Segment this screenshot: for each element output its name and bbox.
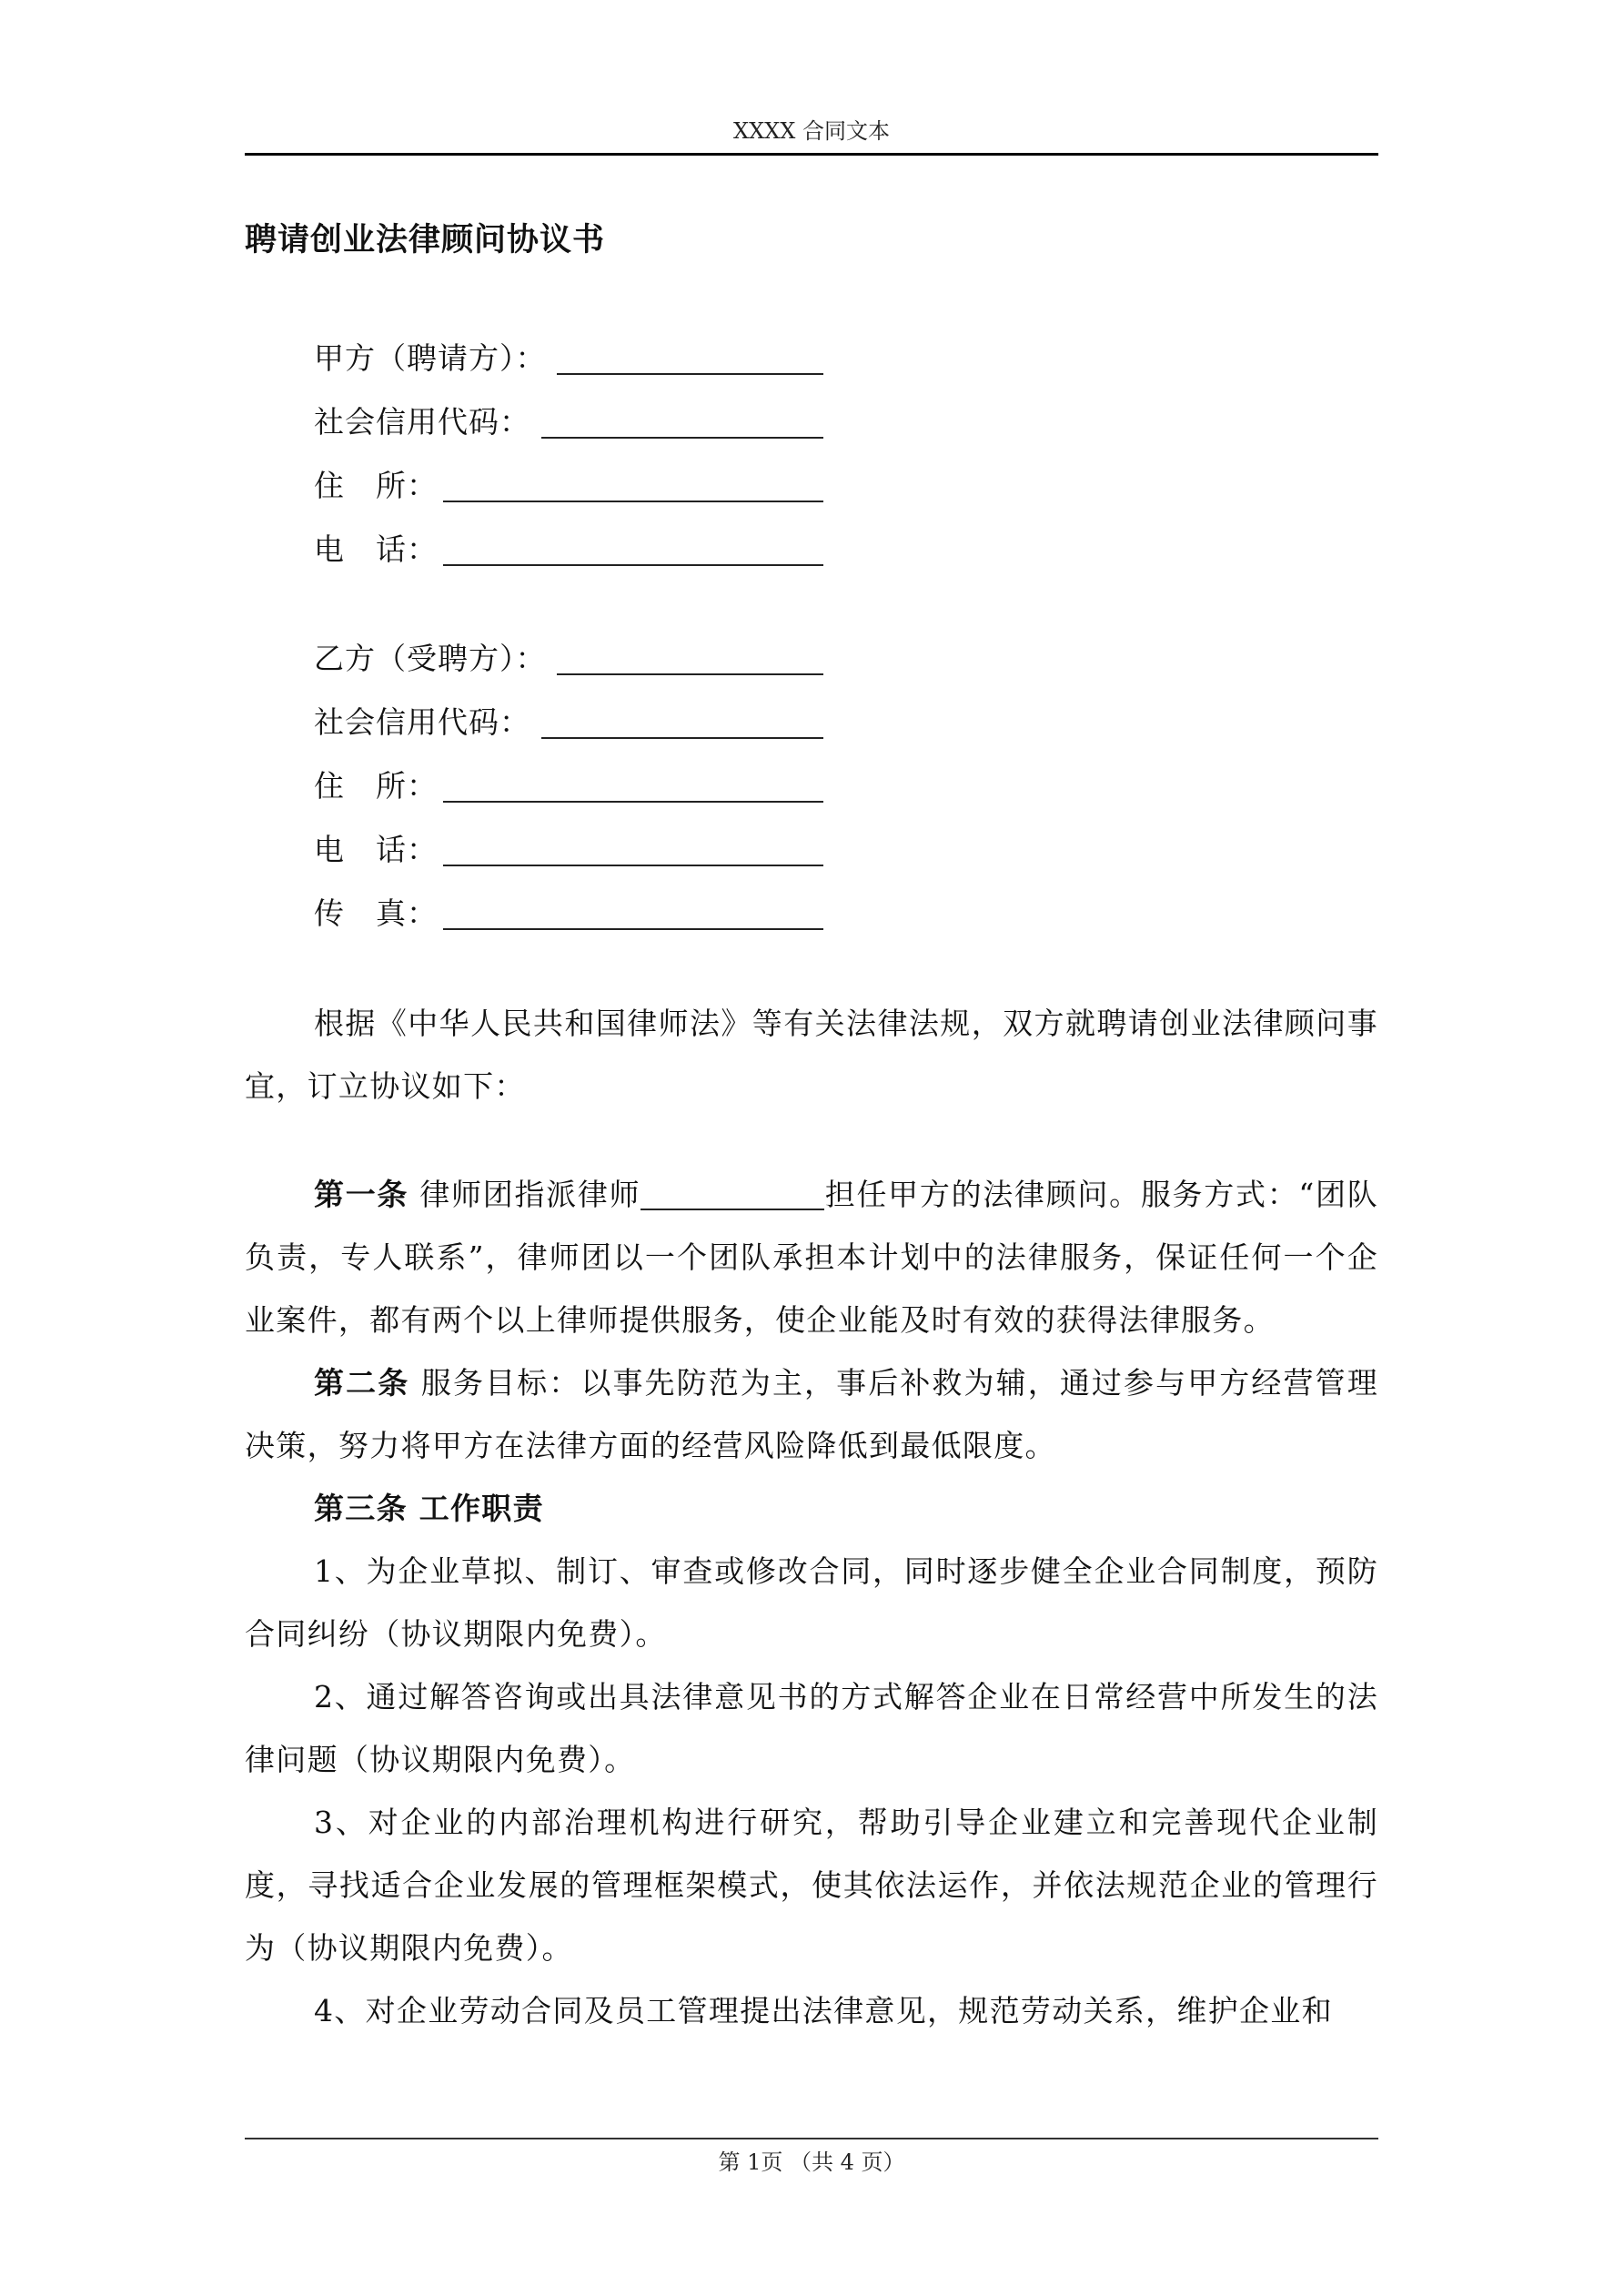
preamble-section (245, 992, 1378, 1118)
party-a-address-field (314, 460, 438, 511)
article-2-heading: 第二条 (314, 1365, 410, 1401)
field-label: 传 真： (314, 895, 438, 931)
field-label: 电 话： (314, 832, 438, 867)
field-label: 住 所： (314, 768, 438, 804)
party-b-name-field (314, 633, 547, 684)
field-label: 住 所： (314, 468, 438, 503)
document-title: 聘请创业法律顾问协议书 (245, 222, 606, 258)
preamble-paragraph: 根据《中华人民共和国律师法》等有关法律法规，双方就聘请创业法律顾问事宜，订立协议如下： (245, 1006, 1378, 1104)
party-a-name-field (314, 333, 547, 384)
field-label: 电 话： (314, 531, 438, 567)
articles-section (245, 1163, 1378, 2042)
party-b-address-blank[interactable] (443, 801, 823, 803)
field-label: 乙方（受聘方）： (314, 641, 547, 676)
page-header (245, 113, 1378, 156)
article-1-heading: 第一条 (314, 1177, 409, 1212)
field-label: 甲方（聘请方）： (314, 340, 547, 376)
duty-item-1: 1、为企业草拟、制订、审查或修改合同，同时逐步健全企业合同制度，预防合同纠纷（协议期限内免费）。 (245, 1553, 1378, 1652)
party-a-credit-code-blank[interactable] (541, 437, 823, 439)
party-b-credit-code-blank[interactable] (541, 737, 823, 739)
article-2-text: 服务目标：以事先防范为主，事后补救为辅，通过参与甲方经营管理决策，努力将甲方在法律方面的经营风险降低到最低限度。 (245, 1365, 1378, 1463)
party-a-phone-blank[interactable] (443, 564, 823, 566)
field-label: 社会信用代码： (314, 704, 530, 740)
duty-item-3: 3、对企业的内部治理机构进行研究，帮助引导企业建立和完善现代企业制度，寻找适合企业发展的管理框架模式，使其依法运作，并依法规范企业的管理行为（协议期限内免费）。 (245, 1805, 1378, 1966)
party-a-credit-code-field (314, 397, 530, 448)
party-b-credit-code-field (314, 697, 530, 748)
party-b-phone-field (314, 824, 438, 875)
party-a-address-blank[interactable] (443, 501, 823, 502)
duty-item-4: 4、对企业劳动合同及员工管理提出法律意见，规范劳动关系，维护企业和 (314, 1993, 1333, 2028)
article-3 (245, 1477, 1378, 1540)
page-footer (245, 2138, 1378, 2185)
article-3-heading: 第三条 工作职责 (314, 1491, 544, 1526)
page-number: 第 1页 （共 4 页） (718, 2149, 905, 2175)
party-b-fax-blank[interactable] (443, 928, 823, 930)
assigned-lawyer-blank[interactable] (641, 1172, 824, 1210)
party-a-phone-field (314, 524, 438, 575)
article-1-text-before: 律师团指派律师 (409, 1177, 641, 1212)
article-2 (245, 1351, 1378, 1477)
field-label: 社会信用代码： (314, 404, 530, 440)
article-1 (245, 1163, 1378, 1351)
party-a-name-blank[interactable] (557, 373, 823, 375)
party-b-name-blank[interactable] (557, 673, 823, 675)
party-b-phone-blank[interactable] (443, 865, 823, 866)
duty-item-2: 2、通过解答咨询或出具法律意见书的方式解答企业在日常经营中所发生的法律问题（协议期限内免费）。 (245, 1679, 1378, 1777)
party-b-fax-field (314, 888, 438, 939)
party-b-address-field (314, 761, 438, 812)
header-text: XXXX 合同文本 (733, 118, 890, 144)
article-1-text-after: 担任甲方的法律顾问。服务方式：“团队负责，专人联系”，律师团以一个团队承担本计划中的法律服务，保证任何一个企业案件，都有两个以上律师提供服务，使企业能及时有效的获得法律服务。 (245, 1177, 1378, 1338)
